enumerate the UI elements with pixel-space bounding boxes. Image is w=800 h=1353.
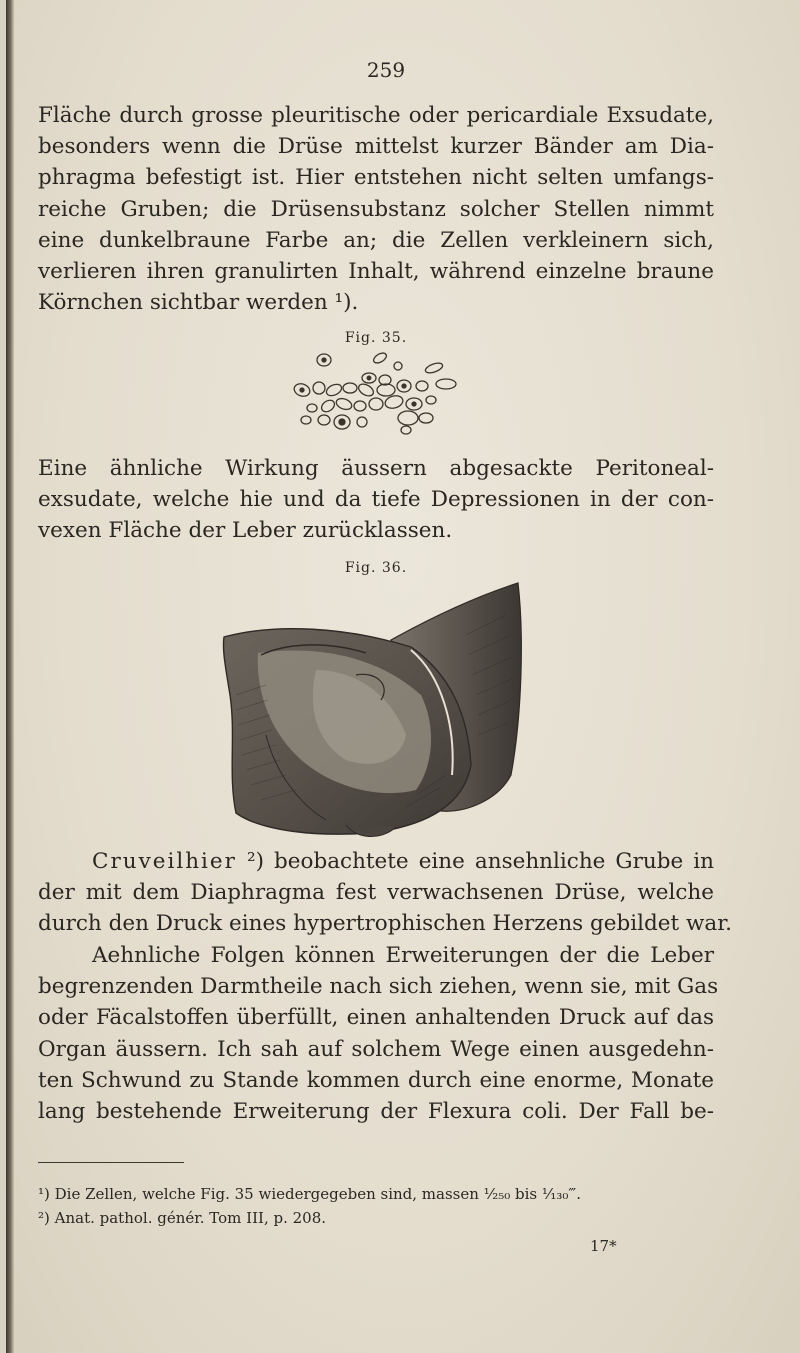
text-line: exsudate, welche hie und da tiefe Depressionen in der con-: [38, 487, 714, 513]
figure-36-liver-illustration: [206, 575, 526, 845]
figure-36-caption: Fig. 36.: [344, 560, 408, 576]
text-line: Organ äussern. Ich sah auf solchem Wege einen ausgedehn-: [38, 1036, 714, 1062]
text-line: Eine ähnliche Wirkung äussern abgesackte Peritoneal-: [38, 456, 714, 481]
author-name: Cruveilhier: [92, 849, 237, 874]
text-line: begrenzenden Darmtheile nach sich ziehen, wenn sie, mit Gas: [38, 974, 719, 1000]
text-line: [38, 846, 714, 877]
text-line: durch den Druck eines hypertrophischen Herzens gebildet war.: [38, 911, 732, 937]
paragraph-4: [38, 940, 719, 1127]
footnote-divider: [38, 1162, 184, 1163]
text-line: vexen Fläche der Leber zurücklassen.: [38, 518, 453, 544]
text-line: Körnchen sichtbar werden ¹).: [38, 290, 359, 316]
text-line: der mit dem Diaphragma fest verwachsenen Drüse, welche: [38, 880, 714, 906]
figure-35-caption: Fig. 35.: [344, 330, 408, 346]
text-line: ten Schwund zu Stande kommen durch eine enorme, Monate: [38, 1067, 714, 1093]
text-line: lang bestehende Erweiterung der Flexura coli. Der Fall be-: [38, 1099, 714, 1125]
text-line: Aehnliche Folgen können Erweiterungen der die Leber: [92, 943, 714, 968]
paragraph-1: [38, 100, 714, 318]
book-spine: [6, 0, 14, 1353]
text-fragment: ²) beobachtete eine ansehnliche Grube in: [236, 849, 714, 874]
text-line: phragma befestigt ist. Hier entstehen nicht selten umfangs-: [38, 165, 714, 191]
footnote-1: ¹) Die Zellen, welche Fig. 35 wiedergegeben sind, massen ¹⁄₂₅₀ bis ¹⁄₁₃₀‴.: [38, 1185, 581, 1203]
footnote-2: ²) Anat. pathol. génér. Tom III, p. 208.: [38, 1209, 327, 1227]
figure-35-cells: [276, 350, 466, 435]
page-number: 259: [366, 58, 406, 82]
text-line: oder Fäcalstoffen überfüllt, einen anhaltenden Druck auf das: [38, 1005, 714, 1031]
text-line: besonders wenn die Drüse mittelst kurzer Bänder am Dia-: [38, 134, 714, 160]
text-line: verlieren ihren granulirten Inhalt, während einzelne braune: [38, 259, 714, 285]
text-line: Fläche durch grosse pleuritische oder pericardiale Exsudate,: [38, 103, 714, 128]
signature-mark: 17*: [590, 1237, 617, 1255]
text-line: eine dunkelbraune Farbe an; die Zellen verkleinern sich,: [38, 227, 714, 253]
book-page: [6, 0, 800, 1353]
text-line: reiche Gruben; die Drüsensubstanz solcher Stellen nimmt: [38, 196, 714, 222]
paragraph-3: [38, 846, 732, 940]
paragraph-2: [38, 453, 714, 547]
